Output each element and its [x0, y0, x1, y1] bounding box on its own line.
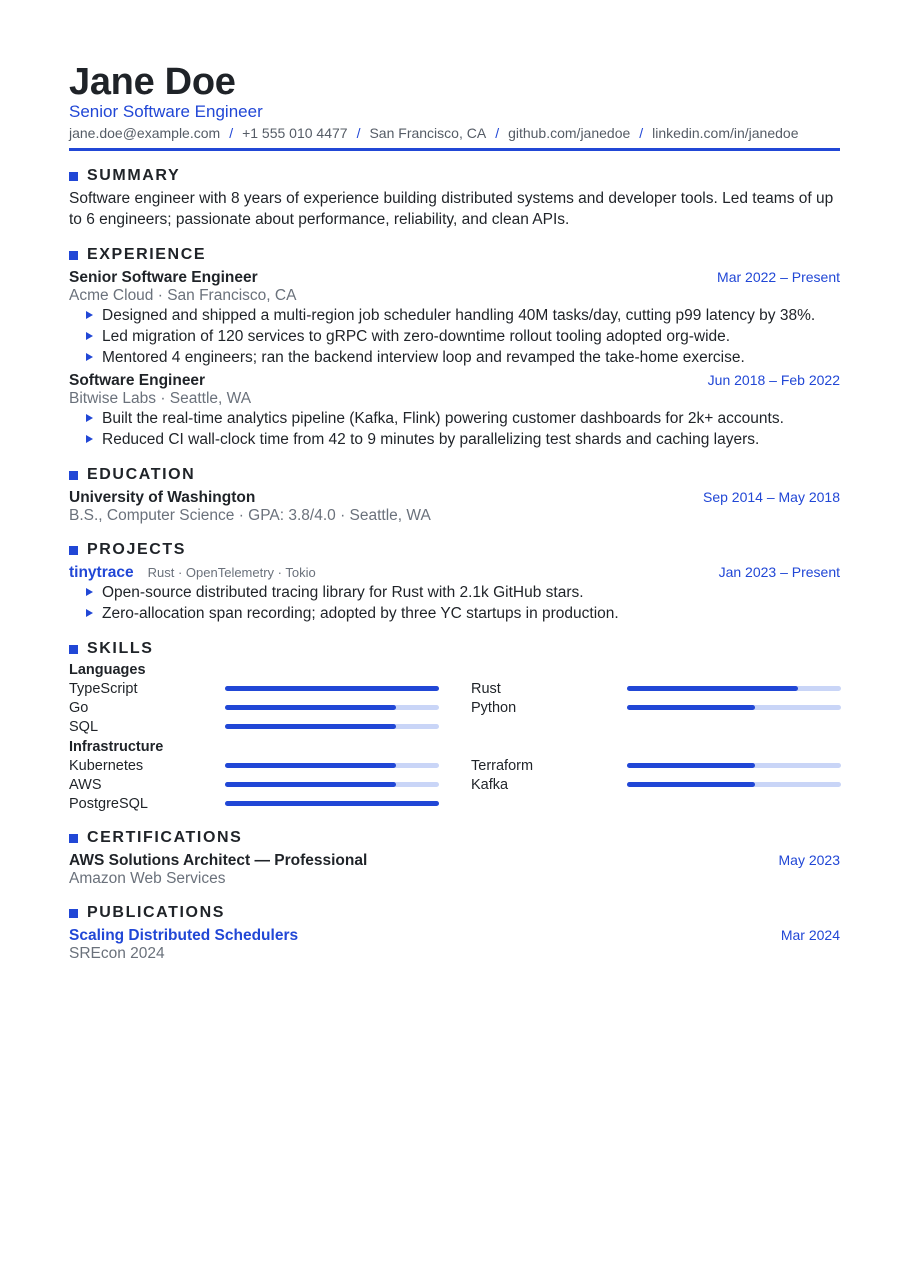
skill-group-label: Languages — [69, 662, 146, 678]
section-square-icon — [69, 251, 78, 260]
skill-name: Rust — [471, 680, 501, 697]
bullet-item: Reduced CI wall-clock time from 42 to 9 minutes by parallelizing test shards and caching layers. — [83, 429, 840, 450]
skill-fill — [627, 763, 755, 768]
summary-heading: SUMMARY — [87, 167, 181, 184]
education-heading: EDUCATION — [87, 466, 196, 483]
job-bullets — [69, 305, 840, 368]
publication-venue: SREcon 2024 — [69, 945, 165, 962]
certifications-section — [69, 828, 840, 888]
bullet-item: Open-source distributed tracing library for Rust with 2.1k GitHub stars. — [83, 582, 840, 603]
degree-detail: B.S., Computer Science · GPA: 3.8/4.0 · Seattle, WA — [69, 507, 431, 524]
skill-row — [471, 775, 841, 794]
skill-fill — [225, 705, 396, 710]
skill-row — [69, 717, 439, 736]
skill-fill — [225, 801, 439, 806]
experience-heading: EXPERIENCE — [87, 246, 207, 263]
publications-heading: PUBLICATIONS — [87, 904, 226, 921]
skill-row — [69, 775, 439, 794]
contact-separator: / — [495, 125, 500, 141]
section-square-icon — [69, 172, 78, 181]
skill-bar — [627, 705, 841, 710]
bullet-item: Built the real-time analytics pipeline (Kafka, Flink) powering customer dashboards for 2k+ accounts. — [83, 408, 840, 429]
contact-separator: / — [229, 125, 234, 141]
certification-name: AWS Solutions Architect — Professional — [69, 852, 368, 869]
contact-line — [69, 124, 829, 143]
section-heading — [69, 245, 840, 265]
skill-fill — [627, 705, 755, 710]
skill-row — [69, 794, 439, 813]
education-section — [69, 465, 840, 525]
skill-bar — [627, 782, 841, 787]
skill-bar — [225, 782, 439, 787]
contact-linkedin[interactable]: linkedin.com/in/janedoe — [652, 125, 799, 141]
skill-name: SQL — [69, 718, 99, 735]
section-square-icon — [69, 471, 78, 480]
skill-bar — [627, 686, 841, 691]
job-company: Bitwise Labs · Seattle, WA — [69, 390, 252, 407]
skill-name: PostgreSQL — [69, 795, 148, 812]
job-bullets — [69, 408, 840, 450]
skill-row — [69, 698, 439, 717]
education-date: Sep 2014 – May 2018 — [703, 489, 840, 505]
skill-grid — [69, 679, 840, 736]
project-name[interactable]: tinytrace — [69, 564, 134, 581]
skill-row — [471, 698, 841, 717]
publications-section — [69, 903, 840, 963]
certification-date: May 2023 — [778, 852, 840, 868]
skill-bar — [225, 763, 439, 768]
candidate-role: Senior Software Engineer — [69, 102, 263, 121]
education-entry — [69, 489, 840, 525]
job-date: Jun 2018 – Feb 2022 — [707, 372, 840, 388]
skill-bar — [225, 686, 439, 691]
bullet-item: Designed and shipped a multi-region job scheduler handling 40M tasks/day, cutting p99 latency by 38%. — [83, 305, 840, 326]
skill-bar — [225, 724, 439, 729]
project-date: Jan 2023 – Present — [718, 564, 840, 580]
contact-phone[interactable]: +1 555 010 4477 — [242, 125, 348, 141]
project-entry — [69, 564, 840, 624]
contact-location: San Francisco, CA — [369, 125, 487, 141]
skill-row — [471, 679, 841, 698]
candidate-name: Jane Doe — [69, 61, 236, 103]
skill-fill — [225, 686, 439, 691]
section-heading — [69, 540, 840, 560]
skill-name: AWS — [69, 776, 102, 793]
publication-entry — [69, 927, 840, 963]
section-heading — [69, 639, 840, 659]
skill-fill — [627, 782, 755, 787]
bullet-item: Zero-allocation span recording; adopted by three YC startups in production. — [83, 603, 840, 624]
skill-name: Python — [471, 699, 517, 716]
skill-row — [471, 756, 841, 775]
project-tech: Rust · OpenTelemetry · Tokio — [147, 565, 316, 580]
skill-name: TypeScript — [69, 680, 138, 697]
skill-name: Terraform — [471, 757, 534, 774]
job-title: Software Engineer — [69, 372, 206, 389]
skill-bar — [225, 801, 439, 806]
skill-bar — [627, 763, 841, 768]
bullet-item: Led migration of 120 services to gRPC with zero-downtime rollout tooling adopted org-wide. — [83, 326, 840, 347]
certification-entry — [69, 852, 840, 888]
section-heading — [69, 166, 840, 186]
section-square-icon — [69, 645, 78, 654]
publication-name[interactable]: Scaling Distributed Schedulers — [69, 927, 299, 944]
skill-grid — [69, 756, 840, 813]
job-entry — [69, 372, 840, 450]
certification-issuer: Amazon Web Services — [69, 870, 226, 887]
header-divider — [69, 148, 840, 151]
skill-fill — [225, 782, 396, 787]
skill-fill — [627, 686, 798, 691]
skill-name: Go — [69, 699, 89, 716]
section-heading — [69, 903, 840, 923]
skills-heading: SKILLS — [87, 640, 154, 657]
school-name: University of Washington — [69, 489, 256, 506]
skill-fill — [225, 763, 396, 768]
publication-date: Mar 2024 — [780, 927, 840, 943]
section-square-icon — [69, 909, 78, 918]
projects-heading: PROJECTS — [87, 541, 187, 558]
section-heading — [69, 828, 840, 848]
section-heading — [69, 465, 840, 485]
job-date: Mar 2022 – Present — [717, 269, 840, 285]
certifications-heading: CERTIFICATIONS — [87, 829, 243, 846]
skill-group-label: Infrastructure — [69, 739, 164, 755]
contact-email[interactable]: jane.doe@example.com — [69, 125, 221, 141]
skill-name: Kubernetes — [69, 757, 144, 774]
contact-github[interactable]: github.com/janedoe — [508, 125, 631, 141]
job-title: Senior Software Engineer — [69, 269, 258, 286]
experience-section — [69, 245, 840, 450]
job-company: Acme Cloud · San Francisco, CA — [69, 287, 297, 304]
project-bullets — [69, 582, 840, 624]
skill-bar — [225, 705, 439, 710]
summary-section — [69, 166, 840, 230]
section-square-icon — [69, 834, 78, 843]
skills-section — [69, 639, 840, 813]
contact-separator: / — [356, 125, 361, 141]
summary-text: Software engineer with 8 years of experience building distributed systems and developer tools. Led teams of up to 6 engineers; passionate about performance, reliability, and clean APIs. — [69, 190, 834, 228]
skill-name: Kafka — [471, 776, 509, 793]
contact-separator: / — [639, 125, 644, 141]
section-square-icon — [69, 546, 78, 555]
skill-row — [69, 679, 439, 698]
bullet-item: Mentored 4 engineers; ran the backend interview loop and revamped the take-home exercise. — [83, 347, 840, 368]
skill-fill — [225, 724, 396, 729]
job-entry — [69, 269, 840, 368]
skill-row — [69, 756, 439, 775]
projects-section — [69, 540, 840, 624]
